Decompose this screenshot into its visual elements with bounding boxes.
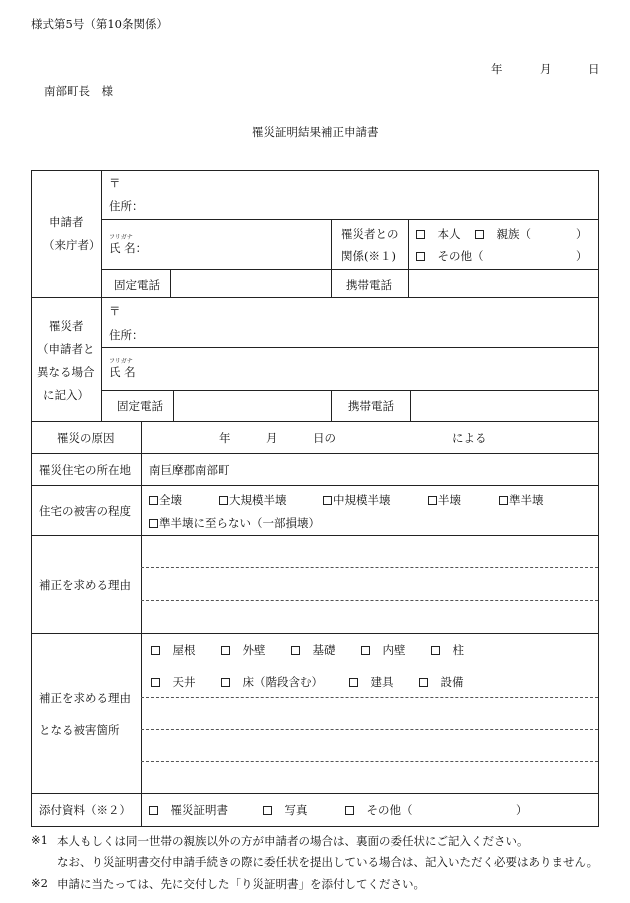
cause-label: 罹災の原因 — [57, 431, 115, 445]
addressee: 南部町長 様 — [44, 84, 113, 98]
applicant-mobile-field[interactable] — [409, 270, 597, 296]
cause-suffix: による — [452, 431, 487, 445]
checkbox-icon — [221, 646, 230, 655]
relation-family-close: ） — [576, 227, 588, 241]
part-foundation-checkbox[interactable]: 基礎 — [291, 642, 336, 658]
part-ceiling-checkbox[interactable]: 天井 — [151, 674, 196, 690]
checkbox-icon — [349, 678, 358, 687]
checkbox-icon — [416, 230, 425, 239]
checkbox-icon — [219, 496, 228, 505]
checkbox-icon — [431, 646, 440, 655]
relation-other-checkbox[interactable]: その他（ — [416, 248, 484, 264]
relation-label: 罹災者との — [341, 227, 399, 241]
applicant-label: 申請者 — [49, 215, 84, 229]
attachment-photo-checkbox[interactable]: 写真 — [263, 802, 308, 818]
location-label: 罹災住宅の所在地 — [39, 463, 131, 477]
damage-option-medium-half[interactable]: 中規模半壊 — [323, 492, 391, 508]
applicant-sublabel: （来庁者） — [43, 238, 101, 252]
damage-option-partial[interactable]: 準半壊に至らない（一部損壊） — [149, 515, 320, 531]
damage-label: 住宅の被害の程度 — [39, 504, 131, 518]
checkbox-icon — [151, 646, 160, 655]
victim-mobile-field[interactable] — [411, 391, 597, 420]
attachment-other-checkbox[interactable]: その他（ — [345, 802, 413, 818]
note-2-text: 申請に当たっては、先に交付した「り災証明書」を添付してください。 — [57, 877, 425, 891]
applicant-mobile-label: 携帯電話 — [346, 278, 392, 292]
part-outer-wall-checkbox[interactable]: 外壁 — [221, 642, 266, 658]
damage-option-half[interactable]: 半壊 — [428, 492, 461, 508]
checkbox-icon — [151, 678, 160, 687]
victim-label-2: （申請者と — [37, 342, 95, 356]
date-day-label: 日 — [588, 62, 600, 76]
applicant-address-label: 住所： — [109, 199, 144, 213]
victim-label-4: に記入） — [43, 388, 89, 402]
attachments-label: 添付資料（※２） — [39, 803, 131, 817]
part-equipment-checkbox[interactable]: 設備 — [419, 674, 464, 690]
checkbox-icon — [428, 496, 437, 505]
note-1-text: 本人もしくは同一世帯の親族以外の方が申請者の場合は、裏面の委任状にご記入ください。 — [57, 834, 529, 848]
cause-day: 日の — [313, 431, 336, 445]
victim-label: 罹災者 — [49, 319, 84, 333]
applicant-phone-label: 固定電話 — [114, 278, 160, 292]
applicant-name-label: 氏 名： — [109, 241, 148, 255]
reason-field[interactable] — [143, 537, 597, 631]
note-1-sub: なお、り災証明書交付申請手続きの際に委任状を提出している場合は、記入いただく必要はありません。 — [57, 855, 599, 869]
parts-detail-field[interactable] — [143, 699, 597, 791]
checkbox-icon — [221, 678, 230, 687]
parts-label-2: となる被害箇所 — [39, 723, 120, 737]
date-year-label: 年 — [491, 62, 503, 76]
damage-option-quasi-half[interactable]: 準半壊 — [499, 492, 544, 508]
checkbox-icon — [323, 496, 332, 505]
checkbox-icon — [499, 496, 508, 505]
checkbox-icon — [361, 646, 370, 655]
checkbox-icon — [263, 806, 272, 815]
checkbox-icon — [475, 230, 484, 239]
parts-label: 補正を求める理由 — [39, 691, 131, 705]
relation-self-checkbox[interactable]: 本人 — [416, 226, 461, 242]
victim-postal-mark: 〒 — [109, 304, 121, 318]
form-number: 様式第5号（第10条関係） — [31, 17, 168, 31]
applicant-phone-field[interactable] — [171, 270, 330, 296]
part-roof-checkbox[interactable]: 屋根 — [151, 642, 196, 658]
applicant-postal-mark: 〒 — [109, 176, 121, 190]
relation-other-close: ） — [576, 249, 588, 263]
part-fittings-checkbox[interactable]: 建具 — [349, 674, 394, 690]
reason-label: 補正を求める理由 — [39, 578, 131, 592]
date-month-label: 月 — [540, 62, 552, 76]
victim-address-label: 住所： — [109, 328, 144, 342]
damage-option-large-half[interactable]: 大規模半壊 — [219, 492, 287, 508]
victim-name-label: 氏 名 — [109, 365, 136, 379]
part-pillar-checkbox[interactable]: 柱 — [431, 642, 464, 658]
attachment-other-close: ） — [516, 803, 528, 817]
victim-phone-label: 固定電話 — [117, 399, 163, 413]
note-1-mark: ※1 — [31, 833, 48, 847]
applicant-furigana-label: フリガナ — [109, 234, 133, 241]
part-floor-checkbox[interactable]: 床（階段含む） — [221, 674, 323, 690]
victim-mobile-label: 携帯電話 — [348, 399, 394, 413]
victim-furigana-label: フリガナ — [109, 358, 133, 365]
cause-month: 月 — [266, 431, 278, 445]
note-2-mark: ※2 — [31, 876, 48, 890]
checkbox-icon — [149, 519, 158, 528]
damage-option-total[interactable]: 全壊 — [149, 492, 182, 508]
checkbox-icon — [149, 496, 158, 505]
checkbox-icon — [419, 678, 428, 687]
attachment-certificate-checkbox[interactable]: 罹災証明書 — [149, 802, 228, 818]
relation-family-checkbox[interactable]: 親族（ — [475, 226, 531, 242]
checkbox-icon — [149, 806, 158, 815]
victim-phone-field[interactable] — [174, 391, 330, 420]
victim-label-3: 異なる場合 — [37, 365, 95, 379]
checkbox-icon — [291, 646, 300, 655]
checkbox-icon — [416, 252, 425, 261]
cause-year: 年 — [219, 431, 231, 445]
relation-label-2: 関係(※１) — [341, 249, 396, 263]
checkbox-icon — [345, 806, 354, 815]
part-inner-wall-checkbox[interactable]: 内壁 — [361, 642, 406, 658]
location-value: 南巨摩郡南部町 — [149, 463, 230, 477]
document-title: 罹災証明結果補正申請書 — [252, 125, 379, 139]
